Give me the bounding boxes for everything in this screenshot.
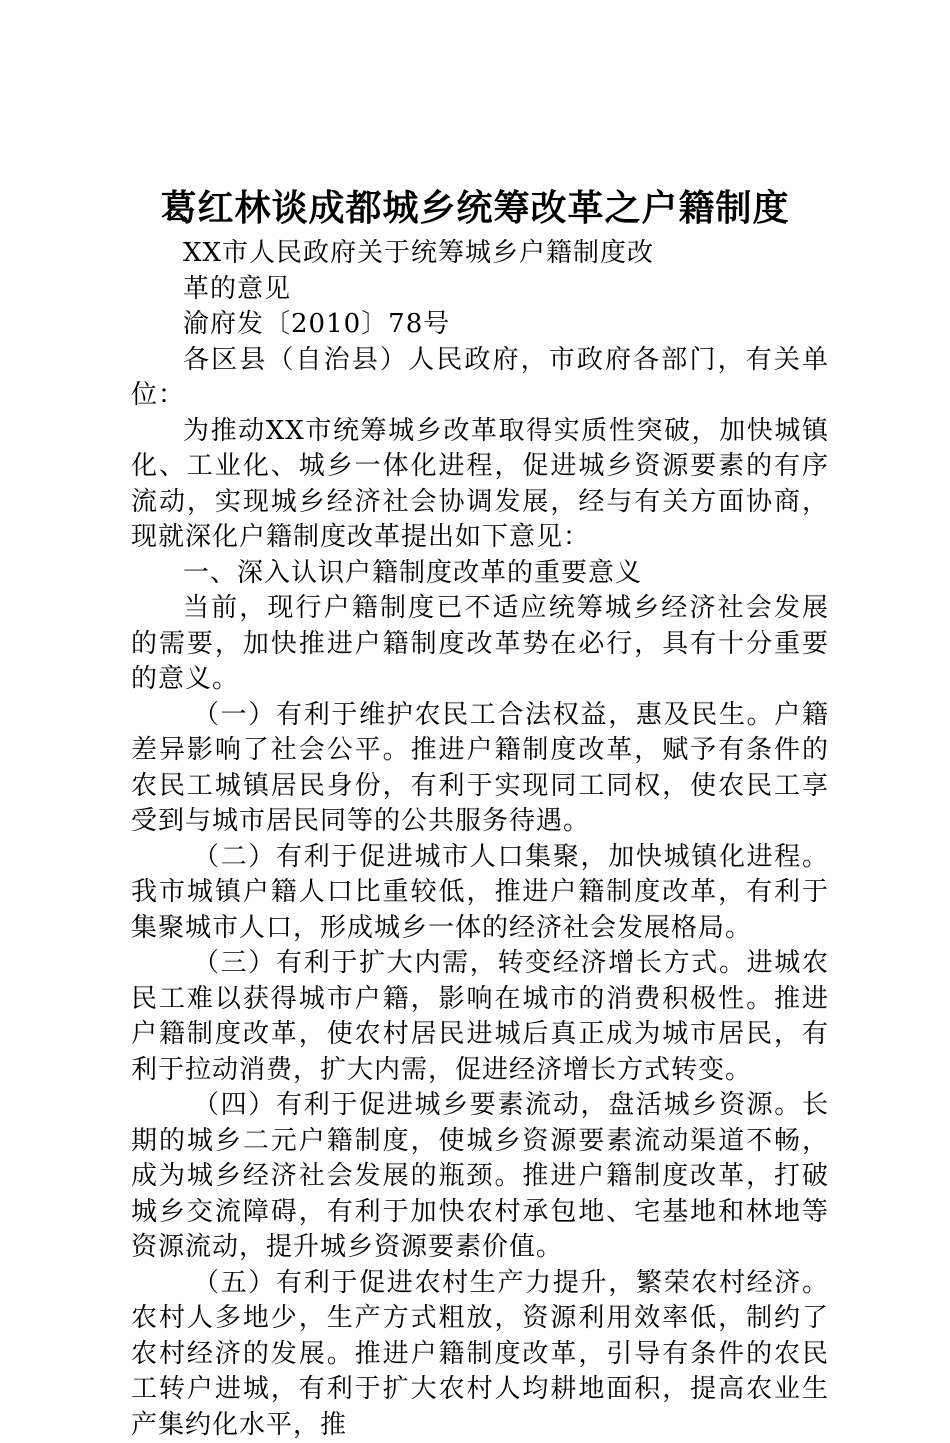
item-1: （一）有利于维护农民工合法权益，惠及民生。户籍差异影响了社会公平。推进户籍制度改革，赋予有条件的农民工城镇居民身份，有利于实现同工同权，使农民工享受到与城市居民同等的公共服务待遇。 <box>131 698 829 840</box>
header-line-1: XX市人民政府关于统筹城乡户籍制度改 <box>131 236 829 272</box>
document-title: 葛红林谈成都城乡统筹改革之户籍制度 <box>0 180 950 236</box>
doc-number: 渝府发〔2010〕78号 <box>131 307 829 343</box>
item-2: （二）有利于促进城市人口集聚，加快城镇化进程。我市城镇户籍人口比重较低，推进户籍制度改革，有利于集聚城市人口，形成城乡一体的经济社会发展格局。 <box>131 840 829 947</box>
section-1-intro: 当前，现行户籍制度已不适应统筹城乡经济社会发展的需要，加快推进户籍制度改革势在必行，具有十分重要的意义。 <box>131 591 829 698</box>
addressee: 各区县（自治县）人民政府，市政府各部门，有关单位： <box>131 343 829 414</box>
item-3: （三）有利于扩大内需，转变经济增长方式。进城农民工难以获得城市户籍，影响在城市的消费积极性。推进户籍制度改革，使农村居民进城后真正成为城市居民，有利于拉动消费，扩大内需，促进经济增长方式转变。 <box>131 946 829 1088</box>
header-line-2: 革的意见 <box>131 272 829 308</box>
section-1-heading: 一、深入认识户籍制度改革的重要意义 <box>131 556 829 592</box>
item-4: （四）有利于促进城乡要素流动，盘活城乡资源。长期的城乡二元户籍制度，使城乡资源要素流动渠道不畅，成为城乡经济社会发展的瓶颈。推进户籍制度改革，打破城乡交流障碍，有利于加快农村承包地、宅基地和林地等资源流动，提升城乡资源要素价值。 <box>131 1088 829 1266</box>
document-body <box>131 236 829 1443</box>
item-5: （五）有利于促进农村生产力提升，繁荣农村经济。农村人多地少，生产方式粗放，资源利用效率低，制约了农村经济的发展。推进户籍制度改革，引导有条件的农民工转户进城，有利于扩大农村人均耕地面积，提高农业生产集约化水平，推 <box>131 1266 829 1443</box>
intro-paragraph: 为推动XX市统筹城乡改革取得实质性突破，加快城镇化、工业化、城乡一体化进程，促进城乡资源要素的有序流动，实现城乡经济社会协调发展，经与有关方面协商，现就深化户籍制度改革提出如下意见： <box>131 414 829 556</box>
